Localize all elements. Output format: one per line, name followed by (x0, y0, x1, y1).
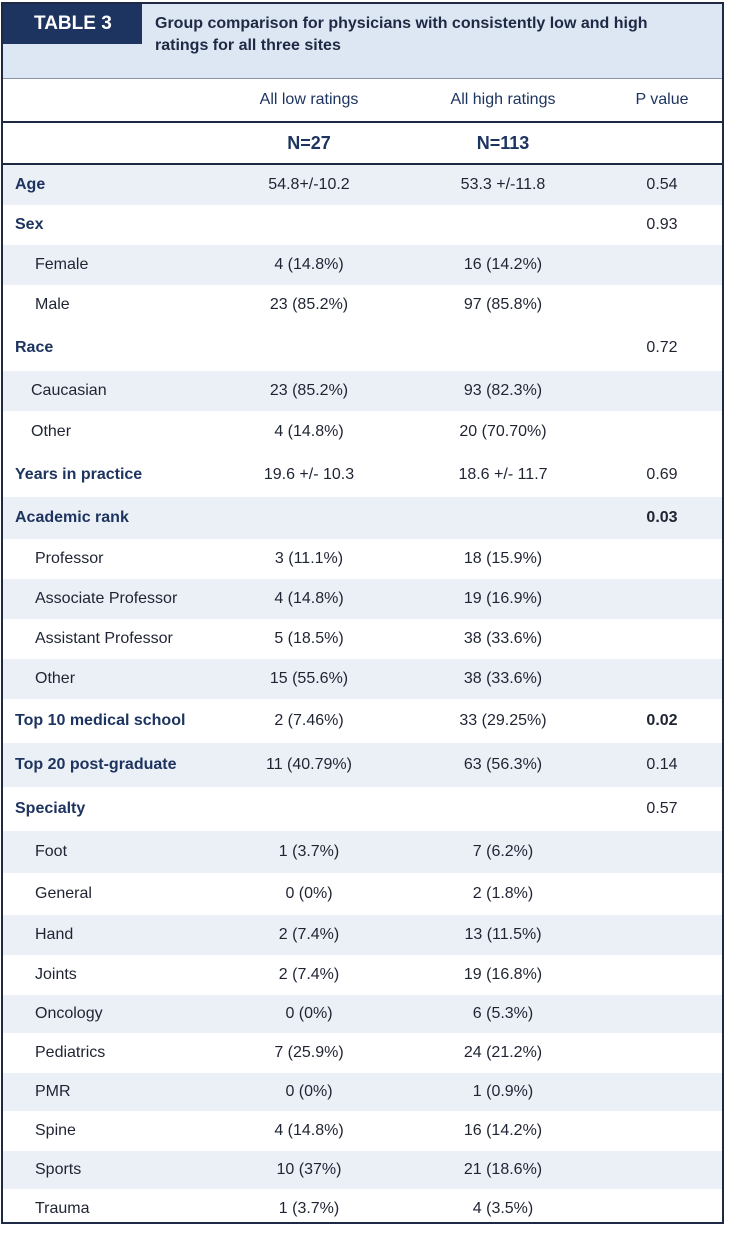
cell-all-high (393, 325, 613, 371)
row-label: General (35, 885, 92, 902)
row-label: Foot (35, 843, 68, 860)
table-row (3, 165, 722, 205)
cell-all-low: 2 (7.4%) (278, 966, 340, 983)
table-row (3, 205, 722, 245)
column-header-row (3, 79, 722, 123)
cell-p-value (603, 1189, 721, 1229)
cell-all-high: 19 (16.9%) (463, 590, 543, 607)
n-high: N=113 (476, 132, 530, 153)
cell-all-high: 33 (29.25%) (459, 712, 547, 729)
table-caption: Group comparison for physicians with consistently low and high ratings for all three sites (155, 15, 648, 54)
table-row (3, 1151, 722, 1189)
cell-all-high: 18.6 +/- 11.7 (458, 466, 548, 483)
table-row (3, 285, 722, 325)
row-label: Associate Professor (35, 590, 178, 607)
cell-p-value (603, 995, 721, 1033)
cell-p-value (603, 371, 721, 411)
header-p-value: P value (635, 91, 689, 108)
cell-all-high: 20 (70.70%) (459, 423, 547, 440)
cell-p-value (603, 539, 721, 579)
row-label: Race (15, 339, 54, 356)
row-label: Specialty (15, 800, 86, 817)
cell-all-low: 11 (40.79%) (266, 756, 352, 773)
cell-all-high: 2 (1.8%) (472, 885, 534, 902)
cell-p-value (603, 579, 721, 619)
cell-all-high: 4 (3.5%) (472, 1200, 534, 1217)
row-label: Professor (35, 550, 104, 567)
cell-all-low: 3 (11.1%) (274, 550, 344, 567)
table-title-band (3, 4, 722, 79)
cell-all-low (199, 497, 419, 539)
row-label: Male (35, 296, 70, 313)
cell-all-low: 15 (55.6%) (269, 670, 349, 687)
row-label: Years in practice (15, 466, 143, 483)
cell-all-low: 7 (25.9%) (274, 1044, 344, 1061)
cell-all-high: 63 (56.3%) (463, 756, 543, 773)
cell-all-low: 4 (14.8%) (274, 423, 344, 440)
cell-all-high: 53.3 +/-11.8 (460, 176, 546, 193)
table-number-tag: TABLE 3 (3, 4, 142, 44)
row-label: Joints (35, 966, 77, 983)
cell-all-high (393, 205, 613, 245)
cell-p-value (603, 245, 721, 285)
table-row (3, 1111, 722, 1151)
cell-p-value (603, 619, 721, 659)
cell-p-value: 0.57 (646, 800, 678, 817)
cell-p-value (603, 1033, 721, 1073)
cell-all-low: 23 (85.2%) (269, 296, 349, 313)
cell-p-value: 0.54 (646, 176, 678, 193)
header-all-low: All low ratings (259, 91, 359, 108)
cell-all-high: 38 (33.6%) (463, 670, 543, 687)
cell-all-low (199, 787, 419, 831)
table-row (3, 371, 722, 411)
cell-p-value (603, 1111, 721, 1151)
table-row (3, 955, 722, 995)
row-label: Academic rank (15, 509, 129, 526)
cell-all-high (393, 787, 613, 831)
table-row (3, 411, 722, 453)
table-row (3, 787, 722, 831)
cell-all-low: 5 (18.5%) (274, 630, 344, 647)
cell-all-high: 16 (14.2%) (463, 256, 543, 273)
row-label: Female (35, 256, 89, 273)
cell-all-high: 6 (5.3%) (472, 1005, 534, 1022)
cell-all-low: 0 (0%) (285, 885, 333, 902)
cell-all-high: 18 (15.9%) (463, 550, 543, 567)
table-row (3, 743, 722, 787)
cell-all-high (393, 497, 613, 539)
table-row (3, 1189, 722, 1229)
cell-p-value (603, 411, 721, 453)
table-row (3, 325, 722, 371)
row-label: Assistant Professor (35, 630, 173, 647)
cell-all-low: 2 (7.46%) (274, 712, 344, 729)
row-label: Trauma (35, 1200, 90, 1217)
row-label: Hand (35, 926, 74, 943)
cell-p-value (603, 831, 721, 873)
cell-p-value: 0.72 (646, 339, 678, 356)
cell-all-low: 1 (3.7%) (278, 1200, 340, 1217)
table-body (3, 165, 722, 1229)
cell-p-value (603, 873, 721, 915)
table-row (3, 1033, 722, 1073)
table-row (3, 539, 722, 579)
row-label: Other (31, 423, 72, 440)
cell-p-value (603, 659, 721, 699)
cell-all-low (199, 205, 419, 245)
cell-all-low (199, 325, 419, 371)
table-row (3, 497, 722, 539)
row-label: Top 20 post-graduate (15, 756, 177, 773)
cell-p-value: 0.03 (646, 509, 678, 526)
cell-all-high: 93 (82.3%) (463, 382, 543, 399)
table-row (3, 699, 722, 743)
cell-p-value (603, 1073, 721, 1111)
row-label: Sports (35, 1161, 82, 1178)
n-low: N=27 (287, 132, 331, 153)
row-label: Age (15, 176, 46, 193)
table-row (3, 995, 722, 1033)
cell-p-value (603, 1151, 721, 1189)
table-frame (1, 2, 724, 1224)
table-row (3, 245, 722, 285)
cell-p-value: 0.93 (646, 216, 678, 233)
cell-all-low: 4 (14.8%) (274, 590, 344, 607)
row-label: Pediatrics (35, 1044, 106, 1061)
cell-p-value: 0.02 (646, 712, 678, 729)
header-all-high: All high ratings (450, 91, 556, 108)
table-row (3, 1073, 722, 1111)
row-label: Other (35, 670, 76, 687)
row-label: PMR (35, 1083, 71, 1100)
table-row (3, 619, 722, 659)
cell-all-low: 4 (14.8%) (274, 256, 344, 273)
cell-all-high: 21 (18.6%) (463, 1161, 543, 1178)
cell-all-low: 0 (0%) (285, 1005, 333, 1022)
cell-p-value (603, 955, 721, 995)
cell-all-high: 1 (0.9%) (472, 1083, 534, 1100)
cell-all-low: 2 (7.4%) (278, 926, 340, 943)
cell-p-value: 0.14 (646, 756, 678, 773)
cell-p-value (603, 285, 721, 325)
cell-all-low: 54.8+/-10.2 (268, 176, 350, 193)
table-row (3, 915, 722, 955)
cell-all-high: 38 (33.6%) (463, 630, 543, 647)
cell-all-low: 19.6 +/- 10.3 (263, 466, 355, 483)
sample-size-row (3, 123, 722, 165)
cell-all-low: 4 (14.8%) (274, 1122, 344, 1139)
row-label: Oncology (35, 1005, 103, 1022)
table-row (3, 831, 722, 873)
row-label: Caucasian (31, 382, 107, 399)
cell-all-high: 16 (14.2%) (463, 1122, 543, 1139)
cell-all-high: 97 (85.8%) (463, 296, 543, 313)
cell-p-value (603, 915, 721, 955)
cell-all-low: 23 (85.2%) (269, 382, 349, 399)
cell-p-value: 0.69 (646, 466, 678, 483)
cell-all-low: 0 (0%) (285, 1083, 333, 1100)
cell-all-high: 24 (21.2%) (463, 1044, 543, 1061)
cell-all-low: 10 (37%) (276, 1161, 342, 1178)
cell-all-high: 19 (16.8%) (463, 966, 543, 983)
row-label: Sex (15, 216, 44, 233)
table-row (3, 453, 722, 497)
cell-all-high: 7 (6.2%) (472, 843, 534, 860)
cell-all-high: 13 (11.5%) (464, 926, 542, 943)
cell-all-low: 1 (3.7%) (278, 843, 340, 860)
row-label: Spine (35, 1122, 76, 1139)
table-row (3, 579, 722, 619)
row-label: Top 10 medical school (15, 712, 186, 729)
table-row (3, 873, 722, 915)
table-row (3, 659, 722, 699)
